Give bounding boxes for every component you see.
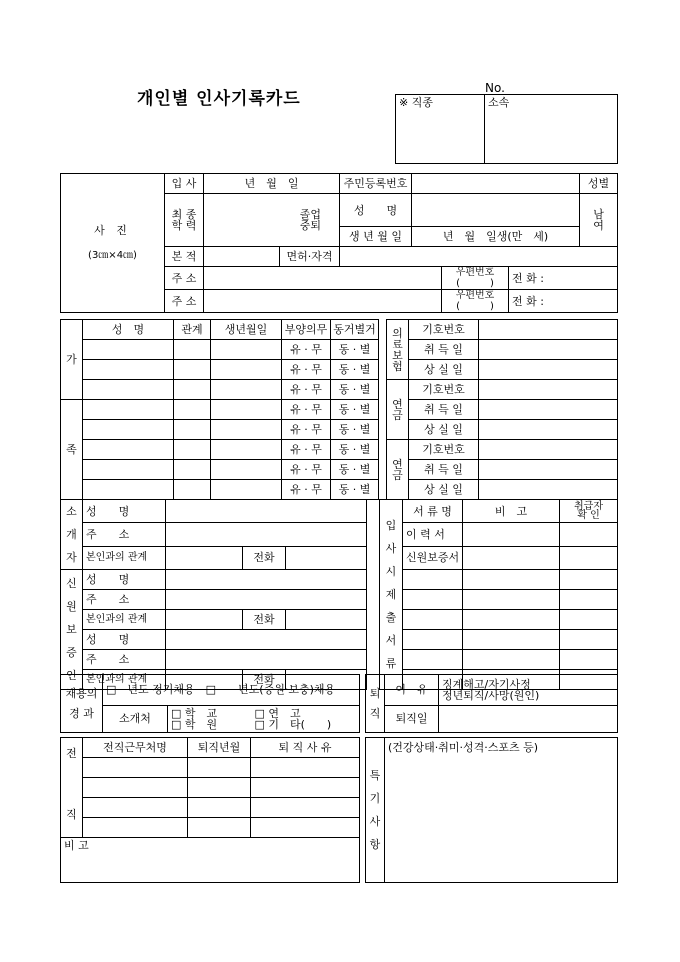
retire-reason-label: 이 유 [385, 675, 439, 706]
postal-code-2: 우편번호 ( ) [442, 290, 509, 313]
special-side-label: 특 기 사 항 [366, 738, 385, 883]
family-header-support: 부양의무 [282, 320, 331, 340]
name-label: 성 명 [340, 194, 412, 227]
address-value-1[interactable] [204, 267, 442, 290]
spacer [379, 320, 387, 500]
medical-lose-label: 상 실 일 [409, 360, 479, 380]
medical-acquire-value[interactable] [479, 340, 618, 360]
birth-label: 생 년 월 일 [340, 227, 412, 247]
hire-date: 년 월 일 [204, 174, 340, 194]
pension-acquire-label: 취 득 일 [409, 400, 479, 420]
family-living-6: 동 · 별 [331, 440, 379, 460]
career-label: 채용의 경 과 [61, 675, 103, 733]
gender-value: 남 여 [580, 194, 618, 247]
job-type-label: ※ 직종 [396, 95, 485, 164]
pension2-code-value[interactable] [479, 440, 618, 460]
grad-status: 졸업 중퇴 [204, 194, 340, 247]
referrer-guarantor-table [60, 499, 618, 690]
education-label: 최 종 학 력 [165, 194, 204, 247]
birth-value: 년 월 일생(만 세) [412, 227, 580, 247]
origin-label: 본 적 [165, 247, 204, 267]
family-living-7: 동 · 별 [331, 460, 379, 480]
prev-job-header-date: 퇴직년월 [188, 738, 251, 758]
family-side-bottom: 족 [61, 400, 83, 500]
pension-code-label: 기호번호 [409, 380, 479, 400]
family-support-1: 유 · 무 [282, 340, 331, 360]
family-header-name: 성 명 [83, 320, 174, 340]
intro-label: 소개처 [103, 705, 168, 732]
license-label: 면허·자격 [280, 247, 340, 267]
career-retire-table [60, 674, 618, 733]
docs-header-remarks: 비 고 [463, 500, 560, 523]
retire-date-label: 퇴직일 [385, 705, 439, 732]
referrer-addr-label: 주 소 [83, 523, 166, 546]
family-living-4: 동 · 별 [331, 400, 379, 420]
guarantor-side-label: 신 원 보 증 인 [61, 570, 83, 690]
docs-header-name: 서 류 명 [403, 500, 463, 523]
rrn-value[interactable] [412, 174, 580, 194]
special-notes: (건강상태·취미·성격·스포츠 등) [385, 738, 618, 883]
address-label-2: 주 소 [165, 290, 204, 313]
address-value-2[interactable] [204, 290, 442, 313]
phone-2: 전 화 : [509, 290, 618, 313]
family-support-4: 유 · 무 [282, 400, 331, 420]
remarks-area: 비 고 [61, 838, 360, 883]
referrer-side-label: 소 개 자 [61, 500, 83, 570]
intro-options-1: □ 학 교 □ 학 원 [168, 705, 252, 732]
form-number-label: No. [485, 81, 505, 95]
guarantor1-phone-label: 전화 [243, 610, 286, 630]
referrer-addr-value[interactable] [166, 523, 367, 546]
family-support-3: 유 · 무 [282, 380, 331, 400]
guarantor2-addr-label: 주 소 [83, 650, 166, 670]
dept-label: 소속 [485, 95, 618, 164]
photo-label: 사 진 [94, 224, 131, 237]
guarantor1-name-label: 성 명 [83, 570, 166, 590]
pension2-acquire-value[interactable] [479, 460, 618, 480]
medical-acquire-label: 취 득 일 [409, 340, 479, 360]
guarantor2-name-label: 성 명 [83, 630, 166, 650]
family-header-living: 동거별거 [331, 320, 379, 340]
intro-options-2: □ 연 고 □ 기 타( ) [252, 705, 360, 732]
license-value[interactable] [340, 247, 618, 267]
retire-side-label: 퇴 직 [366, 675, 385, 733]
phone-1: 전 화 : [509, 267, 618, 290]
retire-date-value[interactable] [439, 705, 618, 732]
hire-label: 입 사 [165, 174, 204, 194]
family-living-3: 동 · 별 [331, 380, 379, 400]
family-living-2: 동 · 별 [331, 360, 379, 380]
basic-info-table [60, 173, 618, 313]
medical-insurance-label: 의료 보험 [387, 320, 409, 380]
photo-size: (3㎝×4㎝) [88, 250, 137, 261]
rrn-label: 주민등록번호 [340, 174, 412, 194]
guarantor2-relation-label: 본인과의 관계 [83, 670, 166, 690]
family-support-7: 유 · 무 [282, 460, 331, 480]
photo-area [61, 174, 165, 313]
job-type-box [395, 94, 618, 164]
family-side-top: 가 [61, 320, 83, 400]
pension2-acquire-label: 취 득 일 [409, 460, 479, 480]
referrer-name-value[interactable] [166, 500, 367, 523]
form-title: 개인별 인사기록카드 [137, 89, 301, 109]
prev-job-header-company: 전직근무처명 [83, 738, 188, 758]
referrer-name-label: 성 명 [83, 500, 166, 523]
family-insurance-table [60, 319, 618, 500]
pension-acquire-value[interactable] [479, 400, 618, 420]
pension2-code-label: 기호번호 [409, 440, 479, 460]
prevjob-special-table [60, 737, 618, 883]
guarantor1-relation-label: 본인과의 관계 [83, 610, 166, 630]
family-support-5: 유 · 무 [282, 420, 331, 440]
prev-job-side-top-text: 전 [66, 747, 77, 760]
family-header-relation: 관계 [174, 320, 211, 340]
family-header-birth: 생년월일 [211, 320, 282, 340]
hire-docs-side-label: 입 사 시 제 출 서 류 [380, 500, 403, 690]
guarantor1-addr-label: 주 소 [83, 590, 166, 610]
pension2-lose-label: 상 실 일 [409, 480, 479, 500]
pension-code-value[interactable] [479, 380, 618, 400]
family-living-1: 동 · 별 [331, 340, 379, 360]
name-value[interactable] [412, 194, 580, 227]
pension-lose-label: 상 실 일 [409, 420, 479, 440]
guarantor2-phone-label: 전화 [243, 670, 286, 690]
prev-job-header-reason: 퇴 직 사 유 [251, 738, 360, 758]
family-living-5: 동 · 별 [331, 420, 379, 440]
pension-label: 연 금 [387, 380, 409, 440]
doc-item-resume: 이 력 서 [403, 523, 463, 546]
postal-code-1: 우편번호 ( ) [442, 267, 509, 290]
family-support-2: 유 · 무 [282, 360, 331, 380]
family-living-8: 동 · 별 [331, 480, 379, 500]
doc-item-guarantee: 신원보증서 [403, 546, 463, 569]
pension2-label: 연 금 [387, 440, 409, 500]
pension2-lose-value[interactable] [479, 480, 618, 500]
referrer-relation-label: 본인과의 관계 [83, 546, 166, 569]
spacer [367, 500, 380, 690]
medical-code-label: 기호번호 [409, 320, 479, 340]
family-support-8: 유 · 무 [282, 480, 331, 500]
address-label-1: 주 소 [165, 267, 204, 290]
medical-code-value[interactable] [479, 320, 618, 340]
prev-job-side-bottom-text: 직 [66, 808, 77, 821]
gender-label: 성별 [580, 174, 618, 194]
medical-lose-value[interactable] [479, 360, 618, 380]
origin-value[interactable] [204, 247, 280, 267]
career-hire-type: □ 년도 정기채용 □ 년도(증원·보충)채용 [103, 675, 360, 706]
docs-header-confirm: 취급자 확 인 [560, 500, 618, 523]
family-support-6: 유 · 무 [282, 440, 331, 460]
retire-reason-text: 징계해고/자기사정 정년퇴직/사망(원인) [439, 675, 618, 706]
prev-job-side-top [61, 738, 83, 838]
referrer-phone-label: 전화 [243, 546, 286, 569]
pension-lose-value[interactable] [479, 420, 618, 440]
